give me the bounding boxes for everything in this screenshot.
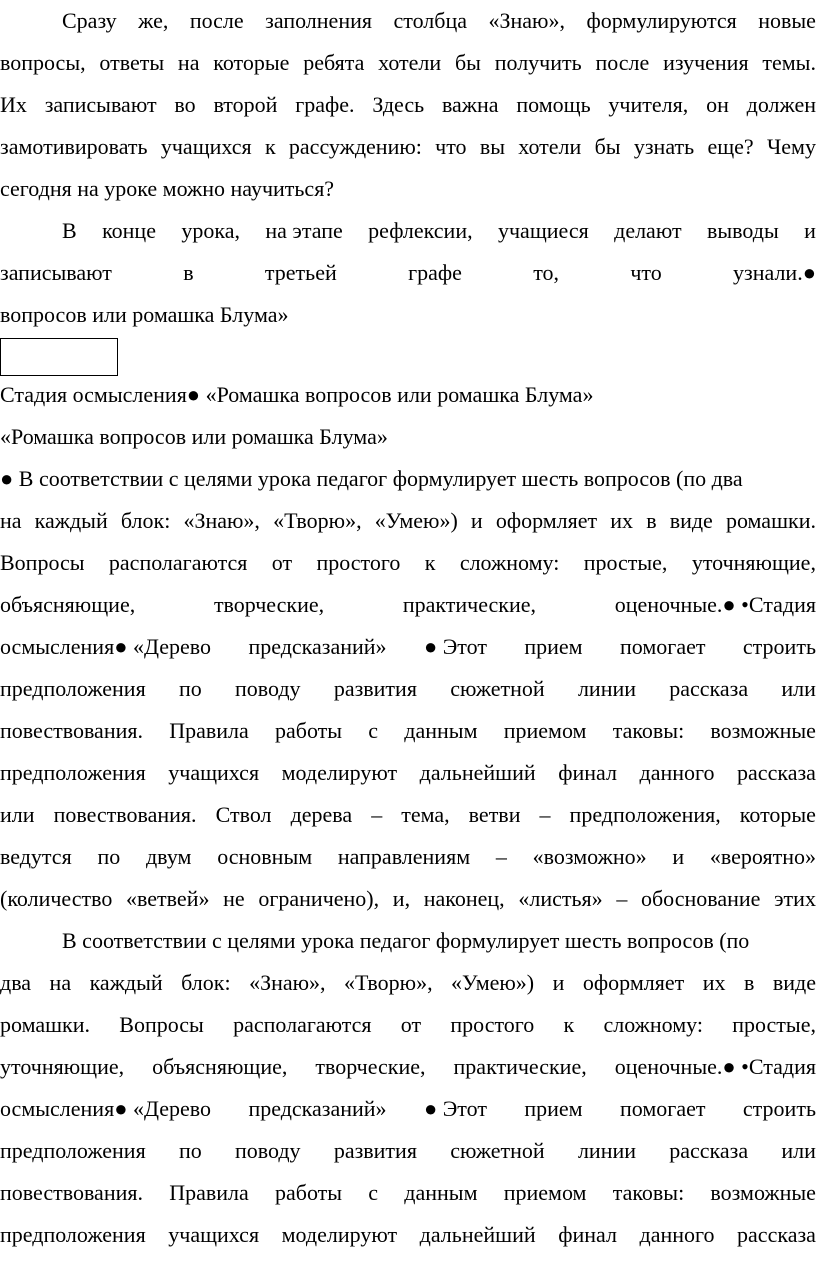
word: (количество <box>0 886 113 911</box>
word: по <box>178 1138 202 1163</box>
word: строить <box>742 634 816 659</box>
word: наконец, <box>423 886 505 911</box>
word: сложному: <box>603 1012 703 1037</box>
word: таковы: <box>612 1180 685 1205</box>
word: ограничено), <box>258 886 380 911</box>
word: творческие, <box>213 592 325 617</box>
word: к <box>424 550 436 575</box>
word: объясняющие, <box>0 592 136 617</box>
word: и <box>804 218 816 243</box>
text-line <box>0 168 816 210</box>
word: или <box>781 676 816 701</box>
word: второй <box>213 92 278 117</box>
text-line <box>0 626 816 668</box>
word: линии <box>577 1138 637 1163</box>
word: данного <box>639 760 715 785</box>
word: осмысления● «Дерево <box>0 634 212 659</box>
word: Стадия осмысления● «Ромашка вопросов или ромашка Блума» <box>0 382 594 407</box>
word: располагаются <box>233 1012 372 1037</box>
word: в <box>646 508 657 533</box>
word: прием <box>524 634 583 659</box>
word: важна <box>441 92 499 117</box>
word: ромашки. <box>0 1012 91 1037</box>
word: располагаются <box>108 550 248 575</box>
word: повествования. <box>0 718 143 743</box>
word: творческие, <box>315 1054 426 1079</box>
word: Правила <box>169 718 249 743</box>
word: финал <box>558 760 617 785</box>
text-line <box>0 1046 816 1088</box>
word: «Умею») <box>451 970 535 995</box>
word: каждый <box>34 508 108 533</box>
word: еще? <box>707 134 754 159</box>
word: Их <box>0 92 27 117</box>
word: В <box>62 218 77 243</box>
text-line <box>0 1172 816 1214</box>
text-line <box>0 500 816 542</box>
text-line <box>0 416 816 458</box>
word: узнали.● <box>733 260 816 285</box>
word: «возможно» <box>532 844 647 869</box>
word: развития <box>333 1138 417 1163</box>
word: на этапе <box>265 218 343 243</box>
word: то, <box>533 260 560 285</box>
word: развития <box>333 676 417 701</box>
word: обоснование <box>640 886 761 911</box>
word: новые <box>758 8 816 33</box>
word: в <box>743 970 755 995</box>
word: и, <box>392 886 411 911</box>
word: или <box>781 1138 816 1163</box>
word: осмысления● «Дерево <box>0 1096 212 1121</box>
word: «Творю», <box>344 970 433 995</box>
word: не <box>223 886 245 911</box>
word: вопросы, <box>0 50 86 75</box>
word: ответы <box>99 50 165 75</box>
text-line <box>0 294 816 336</box>
word: данного <box>639 1222 715 1247</box>
word: помощь <box>516 92 591 117</box>
text-line <box>0 1214 816 1256</box>
word: практические, <box>402 592 537 617</box>
text-line <box>0 458 816 500</box>
word: графе <box>408 260 462 285</box>
word: рассказа <box>669 1138 749 1163</box>
word: таковы: <box>612 718 685 743</box>
word: «листья» <box>518 886 603 911</box>
word: тема, <box>401 802 450 827</box>
word: объясняющие, <box>152 1054 288 1079</box>
word: с <box>368 718 379 743</box>
word: вы <box>479 134 506 159</box>
word: – <box>616 886 628 911</box>
word: предположения, <box>569 802 721 827</box>
text-line <box>0 878 816 920</box>
text-line <box>0 710 816 752</box>
word: предположения <box>0 760 146 785</box>
word: делают <box>614 218 682 243</box>
word: блок: <box>181 970 231 995</box>
word: двум <box>145 844 192 869</box>
word: после <box>595 50 650 75</box>
word: простые, <box>583 550 668 575</box>
word: Правила <box>169 1180 249 1205</box>
word: учащиеся <box>497 218 589 243</box>
word: предположения <box>0 1222 146 1247</box>
text-line <box>0 836 816 878</box>
word: поводу <box>234 1138 301 1163</box>
word: от <box>271 550 293 575</box>
word: к <box>264 134 276 159</box>
text-line <box>0 42 816 84</box>
word: учащихся <box>168 1222 260 1247</box>
text-line <box>0 584 816 626</box>
word: виде <box>772 970 816 995</box>
word: Чему <box>766 134 816 159</box>
word: строить <box>742 1096 816 1121</box>
text-line <box>0 1088 816 1130</box>
word: оценочные.● •Стадия <box>614 592 816 617</box>
word: что <box>630 260 662 285</box>
word: что <box>435 134 467 159</box>
word: блок: <box>120 508 171 533</box>
word: два <box>0 970 32 995</box>
word: В соответствии с целями урока педагог формулирует шесть вопросов (по <box>62 928 750 953</box>
word: на <box>49 970 72 995</box>
word: ветви <box>468 802 521 827</box>
word: бы <box>594 134 621 159</box>
word: «ветвей» <box>126 886 210 911</box>
word: ребята <box>303 50 365 75</box>
word: предположения <box>0 676 146 701</box>
word: «Знаю», <box>249 970 326 995</box>
word: линии <box>577 676 637 701</box>
word: повествования. <box>0 1180 143 1205</box>
word: предсказаний» <box>248 1096 387 1121</box>
word: их <box>702 970 726 995</box>
word: ● Этот <box>423 634 487 659</box>
word: Здесь <box>372 92 425 117</box>
word: их <box>610 508 634 533</box>
word: сюжетной <box>450 1138 545 1163</box>
text-line <box>0 794 816 836</box>
word: – <box>495 844 507 869</box>
word: простого <box>316 550 401 575</box>
word: по <box>97 844 121 869</box>
word: возможные <box>710 718 816 743</box>
word: простые, <box>732 1012 816 1037</box>
word: данным <box>404 1180 478 1205</box>
word: – <box>539 802 551 827</box>
word: помогает <box>620 634 706 659</box>
word: прием <box>524 1096 583 1121</box>
word: во <box>174 92 196 117</box>
word: заполнения <box>265 8 372 33</box>
word: Вопросы <box>119 1012 204 1037</box>
word: учащихся <box>160 134 252 159</box>
word: моделируют <box>281 1222 398 1247</box>
word: на <box>0 508 22 533</box>
text-line <box>62 210 816 252</box>
word: финал <box>558 1222 617 1247</box>
text-line <box>0 962 816 1004</box>
word: графе. <box>295 92 355 117</box>
word: сегодня на уроке можно научиться? <box>0 176 335 201</box>
word: или <box>0 802 35 827</box>
word: рассказа <box>737 760 816 785</box>
word: приемом <box>503 1180 587 1205</box>
text-line <box>0 84 816 126</box>
word: с <box>368 1180 379 1205</box>
word: ● В соответствии с целями урока педагог формулирует шесть вопросов (по два <box>0 466 743 491</box>
word: рассказа <box>737 1222 816 1247</box>
word: которые <box>739 802 816 827</box>
word: «Знаю», <box>183 508 260 533</box>
word: ведутся <box>0 844 72 869</box>
word: направлениям <box>337 844 471 869</box>
word: учащихся <box>168 760 260 785</box>
word: вопросов или ромашка Блума» <box>0 302 289 327</box>
word: предсказаний» <box>248 634 387 659</box>
word: сюжетной <box>450 676 545 701</box>
text-line <box>0 1004 816 1046</box>
word: после <box>189 8 244 33</box>
word: должен <box>746 92 816 117</box>
word: виде <box>669 508 713 533</box>
word: рассуждению: <box>288 134 422 159</box>
word: на <box>177 50 200 75</box>
word: узнать <box>633 134 695 159</box>
word: выводы <box>706 218 779 243</box>
word: Сразу <box>62 8 117 33</box>
word: же, <box>138 8 169 33</box>
word: «Творю», <box>273 508 362 533</box>
word: бы <box>454 50 481 75</box>
word: оценочные.● •Стадия <box>614 1054 816 1079</box>
word: этих <box>774 886 816 911</box>
word: помогает <box>620 1096 706 1121</box>
word: предположения <box>0 1138 146 1163</box>
word: он <box>706 92 729 117</box>
word: ромашки. <box>725 508 816 533</box>
word: рефлексии, <box>368 218 473 243</box>
word: оформляет <box>495 508 598 533</box>
word: оформляет <box>582 970 685 995</box>
word: основным <box>217 844 313 869</box>
word: простого <box>450 1012 535 1037</box>
word: «вероятно» <box>709 844 816 869</box>
word: и <box>672 844 685 869</box>
word: – <box>371 802 383 827</box>
word: конце <box>102 218 156 243</box>
text-line <box>0 542 816 584</box>
word: практические, <box>453 1054 587 1079</box>
word: и <box>470 508 483 533</box>
word: повествования. <box>53 802 197 827</box>
word: уточняющие, <box>0 1054 125 1079</box>
word: хотели <box>378 50 442 75</box>
word: данным <box>404 718 478 743</box>
word: ● Этот <box>423 1096 487 1121</box>
word: записывают <box>0 260 112 285</box>
word: работы <box>275 1180 343 1205</box>
word: сложному: <box>459 550 560 575</box>
word: уточняющие, <box>691 550 816 575</box>
word: записывают <box>44 92 157 117</box>
word: к <box>563 1012 575 1037</box>
word: формулируются <box>586 8 737 33</box>
word: дерева <box>290 802 353 827</box>
text-line <box>0 252 816 294</box>
word: «Ромашка вопросов или ромашка Блума» <box>0 424 388 449</box>
word: хотели <box>518 134 582 159</box>
text-line <box>62 0 816 42</box>
word: темы. <box>762 50 816 75</box>
text-line <box>0 668 816 710</box>
word: «Знаю», <box>488 8 565 33</box>
word: «Умею») <box>374 508 458 533</box>
word: каждый <box>89 970 163 995</box>
word: дальнейший <box>419 760 536 785</box>
word: рассказа <box>669 676 749 701</box>
text-line <box>0 374 816 416</box>
word: столбца <box>393 8 467 33</box>
empty-frame <box>0 338 118 376</box>
word: по <box>178 676 202 701</box>
word: возможные <box>710 1180 816 1205</box>
word: моделируют <box>281 760 398 785</box>
word: Ствол <box>215 802 272 827</box>
word: и <box>552 970 565 995</box>
word: поводу <box>234 676 301 701</box>
word: учителя, <box>608 92 689 117</box>
word: от <box>400 1012 422 1037</box>
word: замотивировать <box>0 134 148 159</box>
word: в <box>183 260 194 285</box>
word: урока, <box>181 218 240 243</box>
word: Вопросы <box>0 550 85 575</box>
word: приемом <box>503 718 587 743</box>
word: третьей <box>264 260 337 285</box>
word: которые <box>213 50 290 75</box>
text-line <box>0 1130 816 1172</box>
text-line <box>62 920 816 962</box>
word: изучения <box>663 50 749 75</box>
word: работы <box>275 718 343 743</box>
word: получить <box>494 50 582 75</box>
word: дальнейший <box>419 1222 536 1247</box>
text-line <box>0 752 816 794</box>
text-line <box>0 126 816 168</box>
